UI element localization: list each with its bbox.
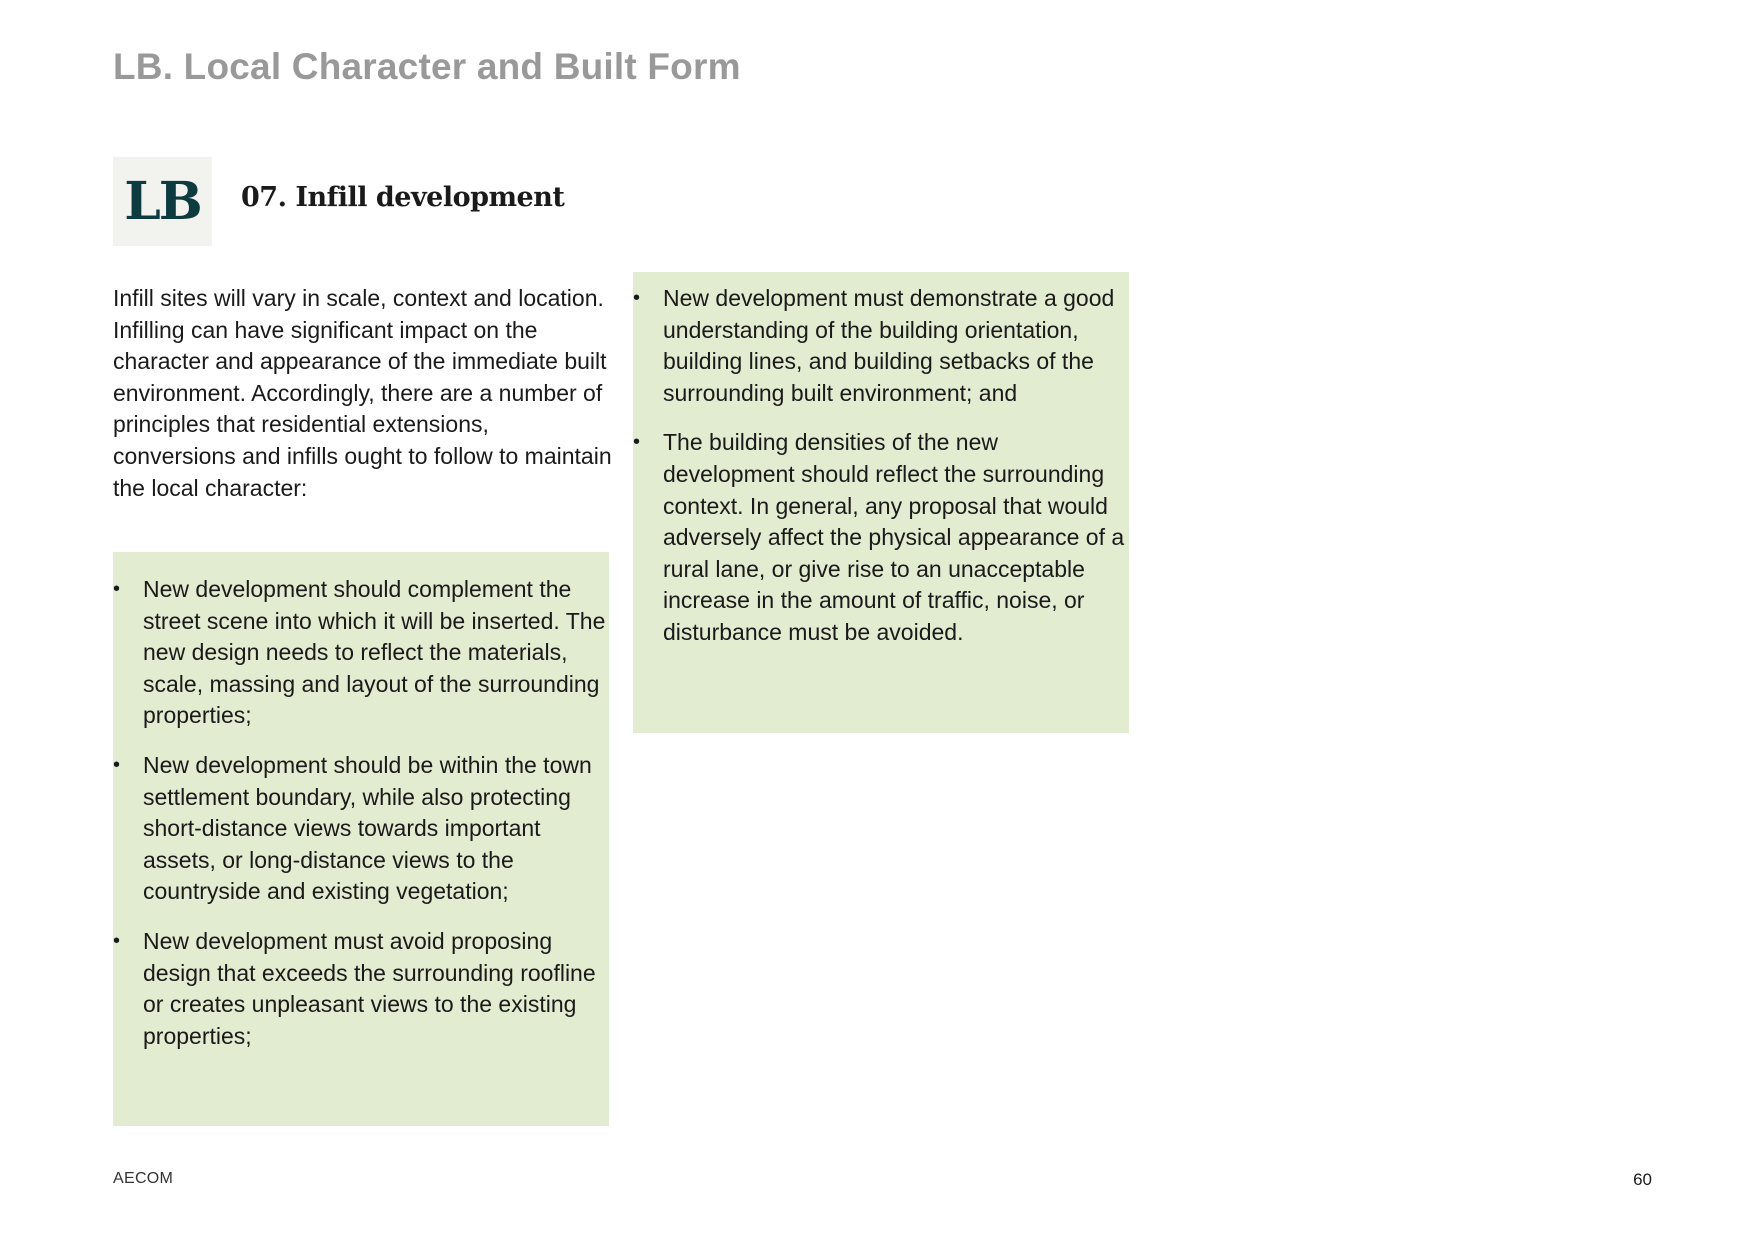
page-number: 60 [1633,1170,1652,1189]
section-title: 07. Infill development [241,182,565,213]
footer-brand: AECOM [113,1170,174,1187]
bullet-item: • New development should complement the street scene into which it will be inserted. The new design needs to reflect the materials, scale, massing and layout of the surrounding properties; [113,574,613,732]
bullet-item: • The building densities of the new development should reflect the surrounding context. In general, any proposal that would adversely affect the physical appearance of a rural lane, or give rise to an unacceptable increase in the amount of traffic, noise, or disturbance must be avoided. [633,427,1133,648]
bullet-list-right [633,283,1129,649]
bullet-item: • New development must avoid proposing design that exceeds the surrounding roofline or creates unpleasant views to the existing properties; [113,926,613,1052]
principles-box-right [633,272,1129,733]
section-badge: LB [113,157,212,246]
intro-paragraph: Infill sites will vary in scale, context and location. Infilling can have significant impact on the character and appearance of the immediate built environment. Accordingly, there are a number of principles that residential extensions, conversions and infills ought to follow to maintain the local character: [113,285,612,501]
principles-box-left [113,552,609,1126]
bullet-item: • New development should be within the town settlement boundary, while also protecting short-distance views towards important assets, or long-distance views to the countryside and existing vegetation; [113,750,613,908]
bullet-item: • New development must demonstrate a good understanding of the building orientation, building lines, and building setbacks of the surrounding built environment; and [633,283,1133,409]
bullet-list-left [113,574,609,1052]
page-title: LB. Local Character and Built Form [113,46,741,87]
